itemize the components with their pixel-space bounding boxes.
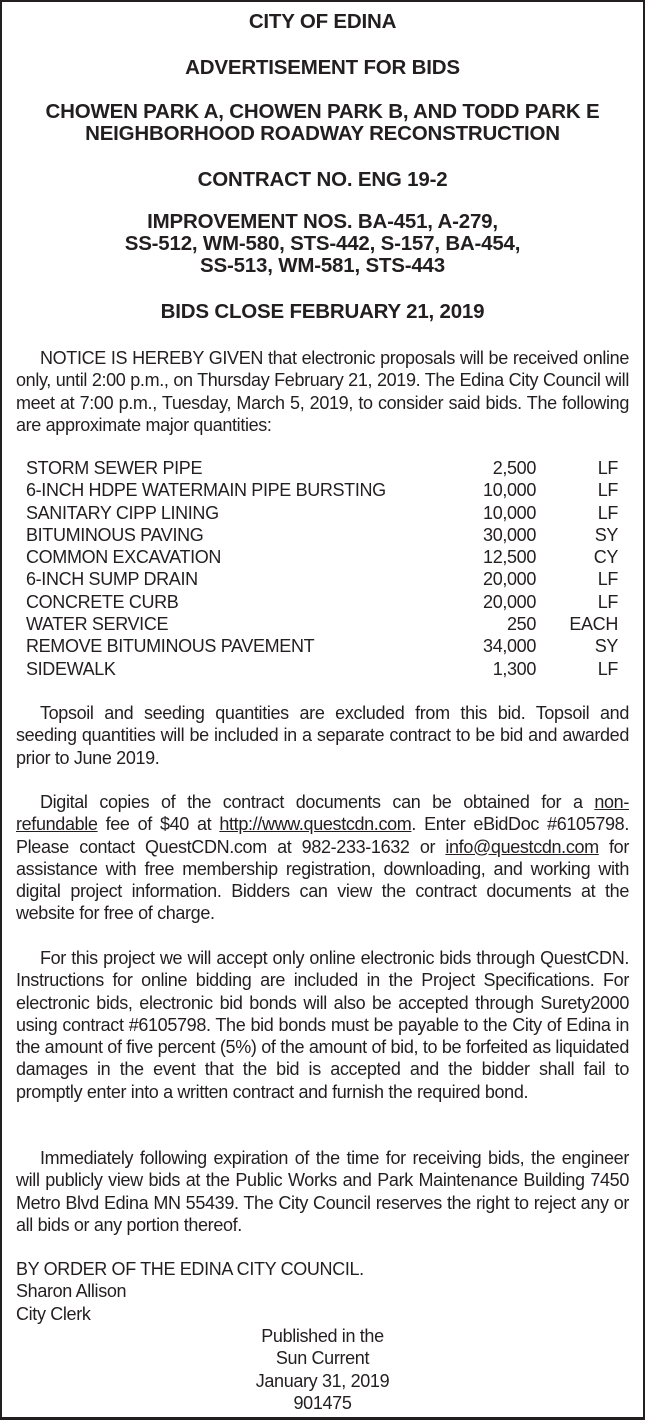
quantity-item: SIDEWALK <box>26 658 116 679</box>
quantity-amount: 34,000 <box>483 636 536 657</box>
quantity-unit: SY <box>594 524 618 545</box>
advertisement-heading: ADVERTISEMENT FOR BIDS <box>185 56 460 79</box>
city-heading: CITY OF EDINA <box>248 10 397 33</box>
quantity-amount: 30,000 <box>483 524 536 545</box>
improvement-numbers <box>16 211 629 277</box>
quantities-table <box>26 457 618 680</box>
quantity-item: CONCRETE CURB <box>26 591 179 612</box>
quantity-row <box>26 613 618 635</box>
quantity-row <box>26 502 618 524</box>
text-span: . Enter eBidDoc #6105798. Please contact QuestCDN.com at 982-233-1632 or <box>16 814 629 857</box>
project-title <box>16 101 629 145</box>
intro-paragraph: NOTICE IS HEREBY GIVEN that electronic proposals will be received online only, until 2:00 p.m., on Thursday February 21, 2019. The Edina City Council will meet at 7:00 p.m., Tuesday, March 5, 2019, to consider said bids. The following are approximate major quantities: <box>16 348 629 435</box>
quantity-row <box>26 479 618 501</box>
quantity-amount: 20,000 <box>483 591 536 612</box>
quantity-unit: LF <box>597 569 618 590</box>
bid-opening-paragraph: Immediately following expiration of the time for receiving bids, the engineer will publicly view bids at the Public Works and Park Maintenance Building 7450 Metro Blvd Edina MN 55439. The City Council reserves the right to reject any or all bids or any portion thereof. <box>16 1148 629 1235</box>
topsoil-paragraph: Topsoil and seeding quantities are excluded from this bid. Topsoil and seeding quantities will be included in a separate contract to be bid and awarded prior to June 2019. <box>16 703 629 768</box>
newspaper-name: Sun Current <box>275 1348 370 1369</box>
improvement-line-1: IMPROVEMENT NOS. BA-451, A-279, <box>147 210 498 233</box>
text-span: for assistance with free membership registration, downloading, and working with digital project information. Bidders can view the contract documents at the website for free of charge. <box>16 836 629 924</box>
quantity-unit: LF <box>597 658 618 679</box>
quantity-unit: SY <box>594 636 618 657</box>
quantity-row <box>26 658 618 680</box>
quantity-amount: 2,500 <box>492 458 536 478</box>
signature-block <box>16 1258 629 1325</box>
improvement-line-3: SS-513, WM-581, STS-443 <box>200 254 445 277</box>
quantity-item: 6-INCH HDPE WATERMAIN PIPE BURSTING <box>26 480 386 501</box>
contract-number: CONTRACT NO. ENG 19-2 <box>197 168 448 191</box>
quantity-amount: 1,300 <box>492 658 536 679</box>
online-bidding-paragraph: For this project we will accept only online electronic bids through QuestCDN. Instructions for online bidding are included in the Project Specifications. For electronic bids, electronic bid bonds will also be accepted through Surety2000 using contract #6105798. The bid bonds must be payable to the City of Edina in the amount of five percent (5%) of the amount of bid, to be forfeited as liquidated damages in the event that the bid is accepted and the bidder shall fail to promptly enter into a written contract and furnish the required bond. <box>16 948 629 1102</box>
quantity-item: BITUMINOUS PAVING <box>26 524 204 545</box>
quantity-unit: EACH <box>569 614 618 635</box>
published-in-line: Published in the <box>261 1326 384 1346</box>
quantity-row <box>26 568 618 590</box>
publication-info <box>16 1325 629 1414</box>
questcdn-url-link[interactable]: http://www.questcdn.com <box>219 814 412 835</box>
project-title-line-2: NEIGHBORHOOD ROADWAY RECONSTRUCTION <box>85 122 560 145</box>
quantity-item: REMOVE BITUMINOUS PAVEMENT <box>26 636 315 657</box>
quantity-row <box>26 546 618 568</box>
non-refundable-link[interactable]: non-refundable <box>16 792 629 835</box>
quantity-row <box>26 524 618 546</box>
quantity-unit: LF <box>597 480 618 501</box>
quantity-amount: 12,500 <box>483 547 536 568</box>
quantity-item: WATER SERVICE <box>26 614 169 635</box>
quantity-amount: 20,000 <box>483 569 536 590</box>
info-email-link[interactable]: info@questcdn.com <box>445 836 599 857</box>
publication-date: January 31, 2019 <box>255 1370 390 1391</box>
quantity-item: SANITARY CIPP LINING <box>26 502 219 523</box>
bids-close-heading: BIDS CLOSE FEBRUARY 21, 2019 <box>160 300 485 323</box>
quantity-item: STORM SEWER PIPE <box>26 458 203 478</box>
quantity-unit: LF <box>597 458 618 478</box>
text-span: fee of $40 at <box>97 814 220 835</box>
quantity-amount: 10,000 <box>483 502 536 523</box>
signer-name: Sharon Allison <box>16 1281 127 1302</box>
improvement-line-2: SS-512, WM-580, STS-442, S-157, BA-454, <box>124 232 521 255</box>
quantity-item: COMMON EXCAVATION <box>26 547 222 568</box>
quantity-row <box>26 635 618 657</box>
quantity-amount: 250 <box>507 614 536 635</box>
quantity-item: 6-INCH SUMP DRAIN <box>26 569 198 590</box>
quantity-row <box>26 591 618 613</box>
text-span: Digital copies of the contract documents can be obtained for a <box>40 792 595 812</box>
quantity-amount: 10,000 <box>483 480 536 501</box>
signer-title: City Clerk <box>16 1303 91 1324</box>
by-order-line: BY ORDER OF THE EDINA CITY COUNCIL. <box>16 1259 364 1279</box>
quantity-row <box>26 457 618 479</box>
publication-id: 901475 <box>293 1392 352 1413</box>
project-title-line-1: CHOWEN PARK A, CHOWEN PARK B, AND TODD PARK E <box>45 100 600 123</box>
quantity-unit: CY <box>593 547 618 568</box>
quantity-unit: LF <box>597 502 618 523</box>
quantity-unit: LF <box>597 591 618 612</box>
digital-copies-paragraph <box>16 791 629 925</box>
